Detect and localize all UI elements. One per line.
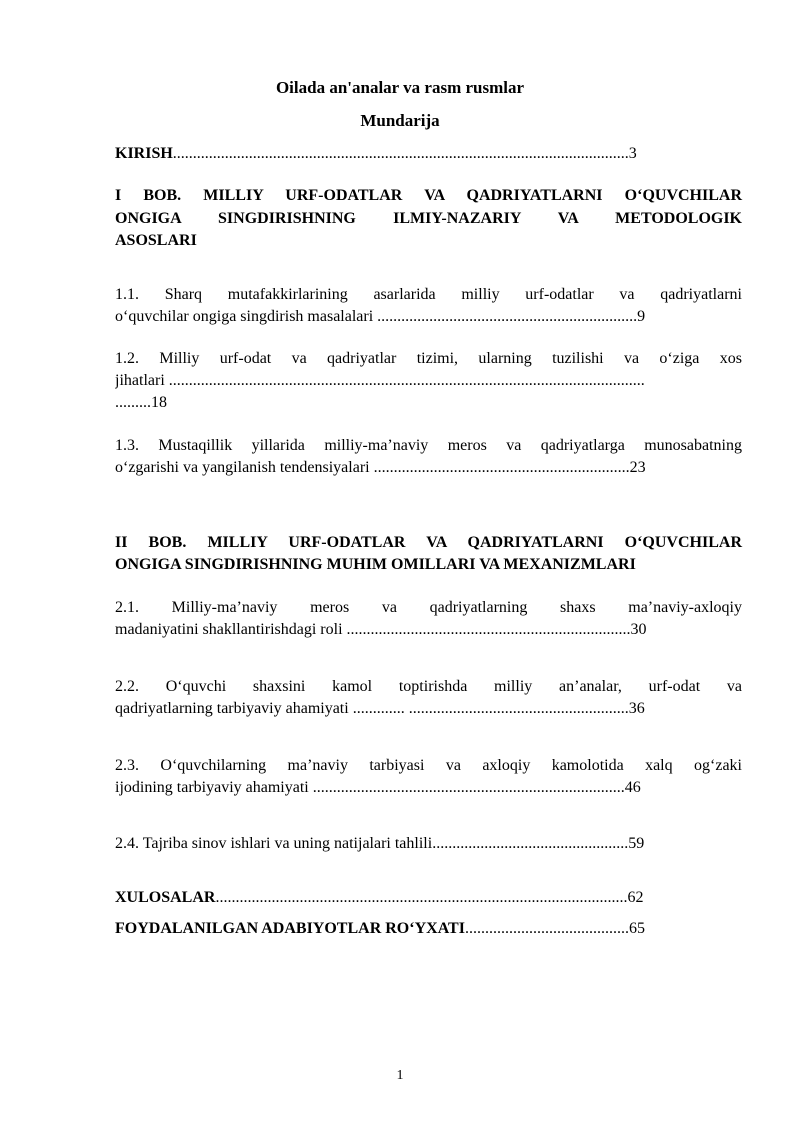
toc-conclusion-label: XULOSALAR bbox=[115, 889, 216, 906]
toc-section-2-1-line-2[interactable]: madaniyatini shakllantirishdagi roli .......................................................................30 bbox=[115, 621, 647, 638]
toc-section-2-3-line-2[interactable]: ijodining tarbiyaviy ahamiyati ..............................................................................46 bbox=[115, 779, 641, 796]
toc-entry-conclusion[interactable] bbox=[115, 887, 742, 909]
toc-intro-label: KIRISH bbox=[115, 145, 173, 162]
toc-section-1-2-line-1[interactable]: 1.2. Milliy urf-odat va qadriyatlar tizimi, ularning tuzilishi va o‘ziga xos bbox=[115, 350, 742, 367]
toc-conclusion-page: 62 bbox=[627, 889, 644, 906]
toc-chapter-1-line-3[interactable]: ASOSLARI bbox=[115, 232, 197, 249]
toc-section-2-4[interactable]: 2.4. Tajriba sinov ishlari va uning natijalari tahlili.................................................59 bbox=[115, 835, 645, 852]
toc-entry-intro[interactable] bbox=[115, 143, 742, 165]
toc-chapter-1-line-2[interactable]: ONGIGA SINGDIRISHNING ILMIY-NAZARIY VA METODOLOGIK bbox=[115, 210, 742, 227]
toc-section-1-2-line-3[interactable]: .........18 bbox=[115, 394, 167, 411]
toc-section-1-1-line-1[interactable]: 1.1. Sharq mutafakkirlarining asarlarida milliy urf-odatlar va qadriyatlarni bbox=[115, 286, 742, 303]
toc-section-1-1-line-2[interactable]: o‘quvchilar ongiga singdirish masalalari .................................................................9 bbox=[115, 308, 646, 325]
toc-heading: Mundarija bbox=[360, 111, 440, 130]
toc-chapter-1-line-1[interactable]: I BOB. MILLIY URF-ODATLAR VA QADRIYATLARNI O‘QUVCHILAR bbox=[115, 187, 742, 204]
toc-section-1-3-line-1[interactable]: 1.3. Mustaqillik yillarida milliy-ma’naviy meros va qadriyatlarga munosabatning bbox=[115, 437, 742, 454]
toc-references-dots: ......................................... bbox=[464, 920, 629, 937]
toc-references-label: FOYDALANILGAN ADABIYOTLAR RO‘YXATI bbox=[115, 920, 465, 937]
toc-entry-references[interactable] bbox=[115, 918, 742, 940]
page-number: 1 bbox=[396, 1068, 404, 1083]
toc-section-2-2-line-1[interactable]: 2.2. O‘quvchi shaxsini kamol toptirishda milliy an’analar, urf-odat va bbox=[115, 678, 742, 695]
toc-section-2-3-line-1[interactable]: 2.3. O‘quvchilarning ma’naviy tarbiyasi va axloqiy kamolotida xalq og‘zaki bbox=[115, 757, 742, 774]
toc-intro-page: 3 bbox=[628, 145, 637, 162]
document-title: Oilada an'analar va rasm rusmlar bbox=[275, 78, 525, 97]
toc-chapter-2-line-1[interactable]: II BOB. MILLIY URF-ODATLAR VA QADRIYATLARNI O‘QUVCHILAR bbox=[115, 534, 742, 551]
toc-chapter-2-line-2[interactable]: ONGIGA SINGDIRISHNING MUHIM OMILLARI VA MEXANIZMLARI bbox=[115, 556, 636, 573]
toc-conclusion-dots: ....................................................................................................... bbox=[215, 889, 628, 906]
toc-section-1-2-line-2[interactable]: jihatlari ....................................................................................................................... bbox=[115, 372, 645, 389]
toc-section-2-2-line-2[interactable]: qadriyatlarning tarbiyaviy ahamiyati ............. .......................................................36 bbox=[115, 700, 645, 717]
toc-section-1-3-line-2[interactable]: o‘zgarishi va yangilanish tendensiyalari ................................................................23 bbox=[115, 459, 646, 476]
toc-section-2-1-line-1[interactable]: 2.1. Milliy-ma’naviy meros va qadriyatlarning shaxs ma’naviy-axloqiy bbox=[115, 599, 742, 616]
toc-references-page: 65 bbox=[628, 920, 645, 937]
toc-intro-dots: .................................................................................................................. bbox=[172, 145, 629, 162]
